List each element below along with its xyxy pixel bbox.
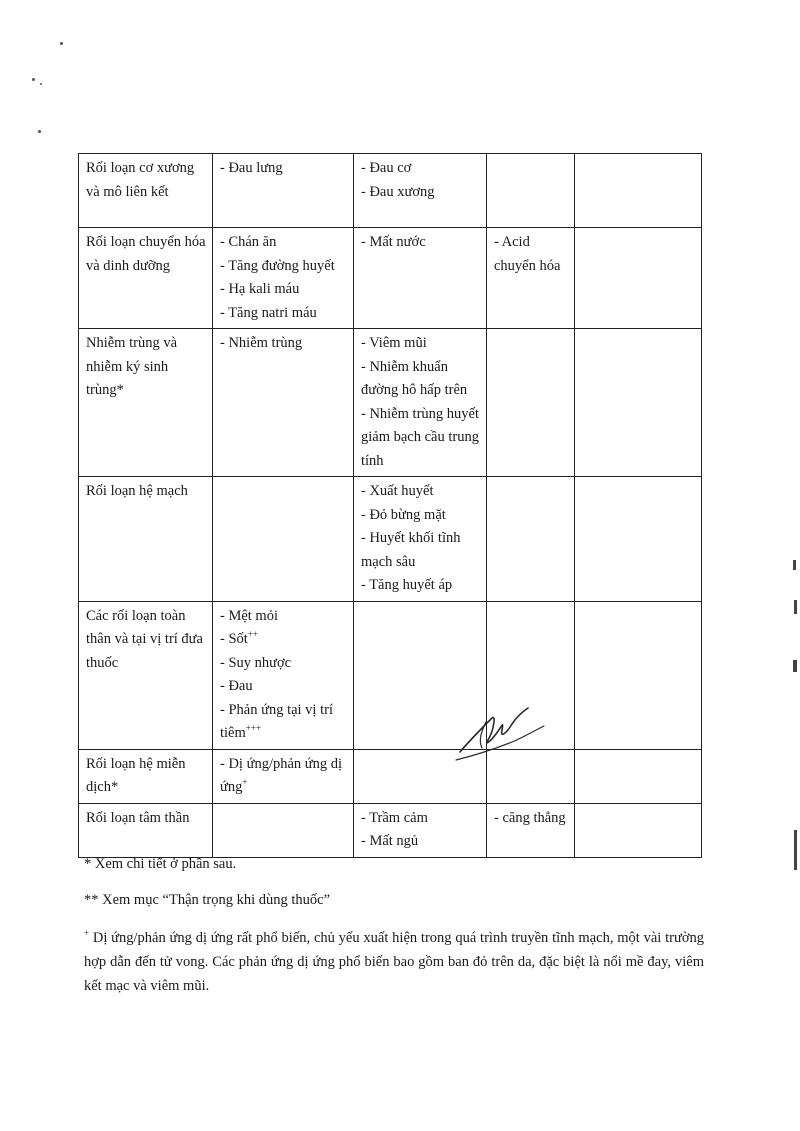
frequency-cell — [487, 803, 575, 857]
effect-item — [220, 628, 347, 652]
handwritten-signature — [452, 700, 552, 770]
effect-item: - Tăng huyết áp — [361, 577, 453, 593]
scan-speck — [38, 130, 41, 133]
footnote-marker: +++ — [245, 723, 262, 734]
table-row — [79, 477, 702, 602]
table-row — [79, 601, 702, 749]
effect-item: - Tăng đường huyết — [220, 257, 335, 274]
table-body — [79, 154, 702, 858]
footnote-3 — [84, 926, 704, 998]
table-row — [79, 228, 702, 329]
effect-item: - Chán ăn — [220, 234, 277, 250]
scan-edge-mark — [794, 830, 797, 870]
frequency-cell — [487, 477, 575, 602]
frequency-cell — [354, 477, 487, 602]
effect-item: - Đau lưng — [220, 160, 283, 176]
scan-edge-mark — [794, 600, 797, 614]
frequency-cell — [487, 329, 575, 477]
effect-item: - Đau cơ — [361, 160, 412, 176]
effect-item: - Trầm cảm — [361, 809, 428, 826]
frequency-cell — [354, 228, 487, 329]
effect-item: - Mất nước — [361, 234, 426, 250]
frequency-cell — [575, 749, 702, 803]
frequency-cell — [213, 477, 354, 602]
effect-item: - Đỏ bừng mặt — [361, 506, 446, 523]
frequency-cell — [213, 601, 354, 749]
footnote-marker: ++ — [247, 629, 258, 640]
table-row — [79, 154, 702, 228]
frequency-cell — [354, 154, 487, 228]
effect-item — [220, 753, 347, 800]
effect-item: - Nhiễm trùng — [220, 335, 303, 351]
scan-edge-mark — [793, 560, 796, 570]
adverse-effects-table — [78, 153, 702, 858]
organ-class-cell: Rối loạn cơ xương và mô liên kết — [79, 154, 213, 228]
frequency-cell — [575, 228, 702, 329]
scan-speck — [60, 42, 63, 45]
organ-class-cell: Rối loạn hệ mạch — [79, 477, 213, 602]
frequency-cell — [575, 329, 702, 477]
frequency-cell — [354, 329, 487, 477]
table-row — [79, 803, 702, 857]
frequency-cell — [575, 154, 702, 228]
effect-text: - Sốt — [220, 631, 248, 647]
effect-item: - Hạ kali máu — [220, 281, 300, 297]
frequency-cell — [213, 154, 354, 228]
frequency-cell — [575, 601, 702, 749]
footnote-1: * Xem chi tiết ở phần sau. — [84, 856, 237, 872]
scan-edge-mark — [793, 660, 797, 672]
effect-item: - Đau — [220, 678, 253, 694]
frequency-cell — [213, 749, 354, 803]
effect-item: - Nhiễm khuẩn đường hô hấp trên — [361, 358, 468, 398]
footnote-text: Dị ứng/phản ứng dị ứng rất phổ biến, chủ yếu xuất hiện trong quá trình truyền tĩnh mạch, một vài trường hợp dẫn đến tử vong. Các phản ứng dị ứng phổ biến bao gồm ban đỏ trên da, đặc biệt là nổi mề đay, viêm kết mạc và viêm mũi. — [84, 930, 704, 994]
effect-text: - Dị ứng/phản ứng dị ứng — [220, 755, 343, 795]
effect-item: - Tăng natri máu — [220, 304, 317, 321]
table-row — [79, 749, 702, 803]
frequency-cell — [575, 477, 702, 602]
effect-item: - Viêm mũi — [361, 335, 427, 351]
frequency-cell — [575, 803, 702, 857]
organ-class-cell: Rối loạn chuyển hóa và dinh dưỡng — [79, 228, 213, 329]
organ-class-cell: Rối loạn hệ miễn dịch* — [79, 749, 213, 803]
frequency-cell — [487, 228, 575, 329]
organ-class-cell: Nhiễm trùng và nhiễm ký sinh trùng* — [79, 329, 213, 477]
effect-item: - Suy nhược — [220, 654, 292, 671]
frequency-cell — [213, 228, 354, 329]
effect-item: - Acid chuyển hóa — [494, 234, 561, 274]
effect-item: - Mất ngủ — [361, 833, 419, 849]
footnote-marker: + — [242, 777, 248, 788]
effect-item: - Xuất huyết — [361, 483, 434, 499]
effect-text: - Phản ứng tại vị trí tiêm — [220, 701, 333, 741]
effect-item: - Mệt mỏi — [220, 607, 278, 624]
effect-item — [220, 699, 347, 746]
organ-class-cell: Rối loạn tâm thần — [79, 803, 213, 857]
frequency-cell — [354, 803, 487, 857]
effect-item: - Nhiễm trùng huyết giảm bạch cầu trung tính — [361, 405, 479, 469]
frequency-cell — [487, 154, 575, 228]
frequency-cell — [213, 803, 354, 857]
footnote-marker: + — [84, 928, 90, 939]
effect-item: - Huyết khối tĩnh mạch sâu — [361, 530, 461, 570]
organ-class-cell: Các rối loạn toàn thân và tại vị trí đưa thuốc — [79, 601, 213, 749]
scan-speck — [32, 78, 35, 81]
frequency-cell — [213, 329, 354, 477]
effect-item: - Đau xương — [361, 183, 435, 200]
scan-speck — [40, 83, 42, 85]
footnote-2: ** Xem mục “Thận trọng khi dùng thuốc” — [84, 892, 331, 908]
effect-item: - căng thẳng — [494, 809, 566, 826]
table-row — [79, 329, 702, 477]
